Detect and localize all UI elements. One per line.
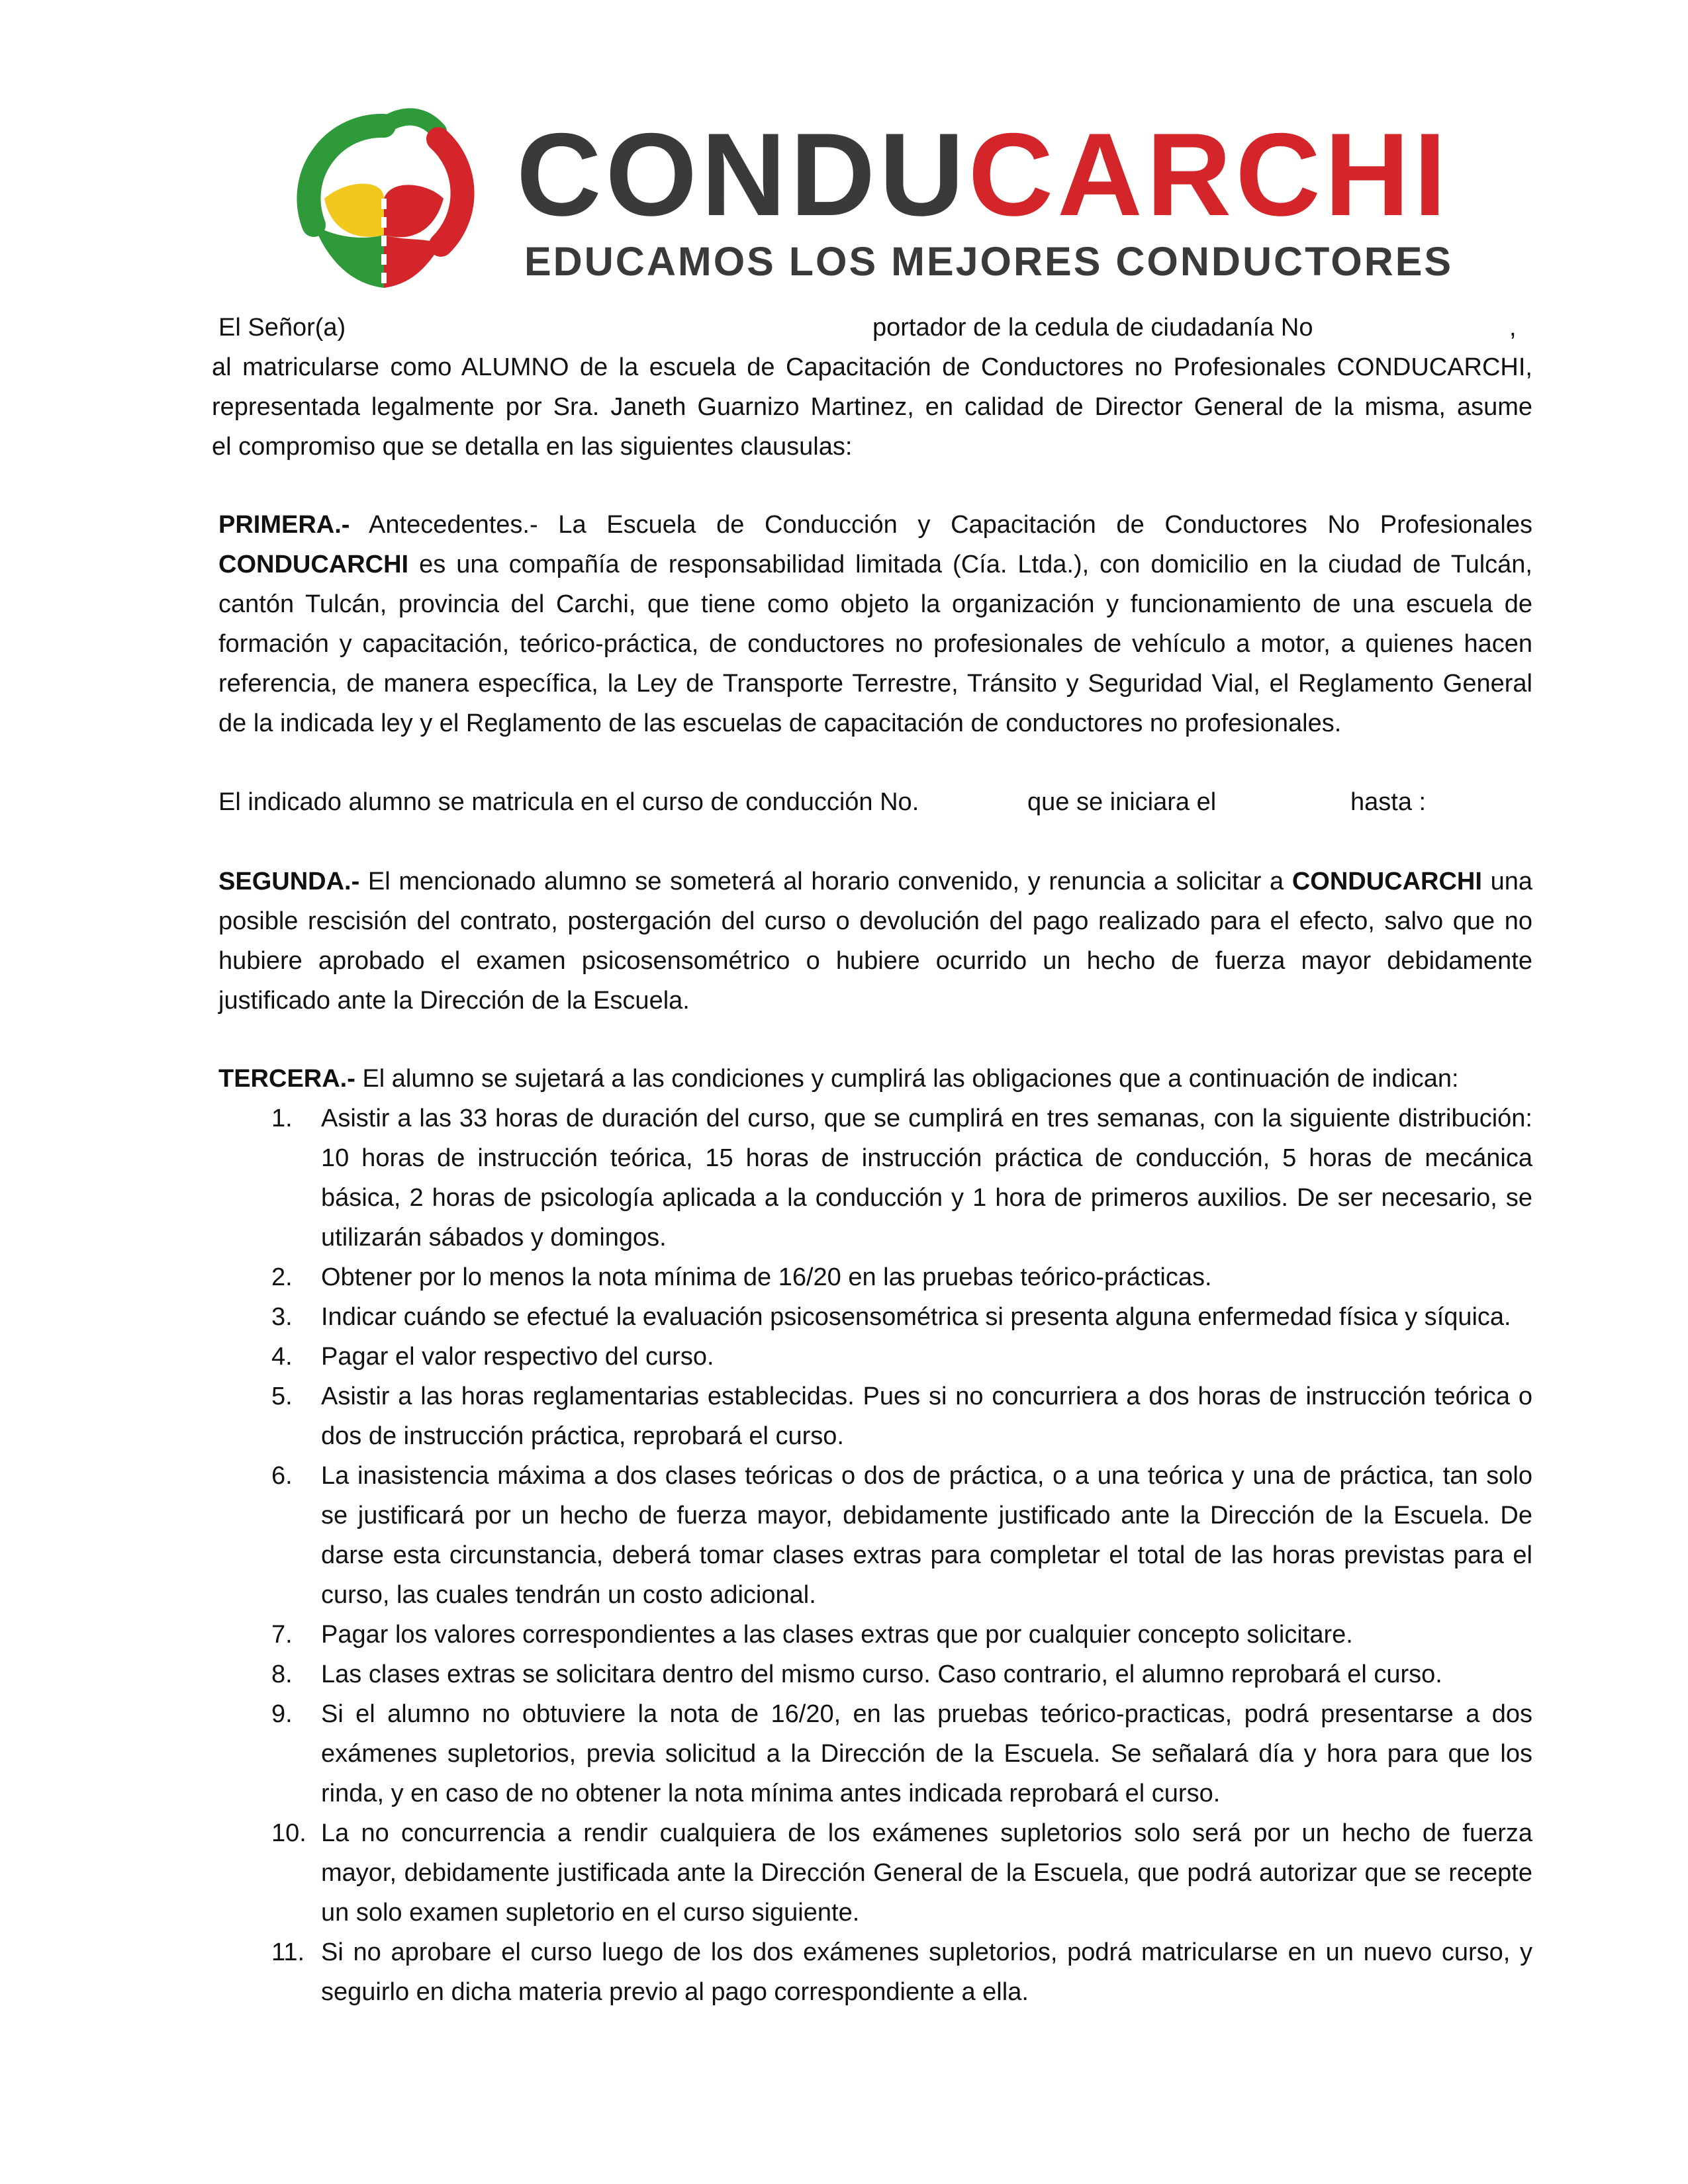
list-item-text: Indicar cuándo se efectué la evaluación psicosensométrica si presenta alguna enfermedad física y síquica. xyxy=(321,1303,1511,1331)
list-item-text: La no concurrencia a rendir cualquiera de los exámenes supletorios solo será por un hecho de fuerza mayor, debidamente justificada ante la Dirección General de la Escuela, que podrá autorizar que se recepte un solo examen supletorio en el curso siguiente. xyxy=(321,1819,1532,1927)
list-item xyxy=(218,1615,1532,1655)
list-item-text: Si el alumno no obtuviere la nota de 16/20, en las pruebas teórico-practicas, podrá presentarse a dos exámenes supletorios, previa solicitud a la Dirección de la Escuela. Se señalará día y hora para que los rinda, y en caso de no obtener la nota mínima antes indicada reprobará el curso. xyxy=(321,1700,1532,1807)
list-item-number: 9. xyxy=(271,1700,293,1728)
brand-part-2: CARCHI xyxy=(968,109,1450,240)
list-item xyxy=(218,1377,1532,1456)
course-number-label: El indicado alumno se matricula en el curso de conducción No. xyxy=(218,788,919,816)
list-item xyxy=(218,1813,1532,1933)
list-item-text: Asistir a las 33 horas de duración del curso, que se cumplirá en tres semanas, con la siguiente distribución: 10 horas de instrucción teórica, 15 horas de instrucción práctica de conducción, 5 horas de mecánica básica, 2 horas de psicología aplicada a la conducción y 1 hora de primeros auxilios. De ser necesario, se utilizarán sábados y domingos. xyxy=(321,1105,1532,1251)
list-item-number: 5. xyxy=(271,1383,293,1410)
clause-primera-label: PRIMERA.- xyxy=(218,511,350,539)
list-item-text: Pagar el valor respectivo del curso. xyxy=(321,1343,714,1371)
list-item-text: Si no aprobare el curso luego de los dos exámenes supletorios, podrá matricularse en un nuevo curso, y seguirlo en dicha materia previo al pago correspondiente a ella. xyxy=(321,1938,1532,2006)
list-item xyxy=(218,1337,1532,1377)
list-item-number: 1. xyxy=(271,1105,293,1132)
list-item-text: Las clases extras se solicitara dentro del mismo curso. Caso contrario, el alumno reprobará el curso. xyxy=(321,1661,1442,1688)
intro-line-4: el compromiso que se detalla en las siguientes clausulas: xyxy=(212,433,853,461)
clause-primera xyxy=(218,505,1532,743)
clause-segunda-label: SEGUNDA.- xyxy=(218,868,360,895)
clause-primera-text-a: Antecedentes.- La Escuela de Conducción y Capacitación de Conductores No Profesionales xyxy=(350,511,1532,539)
list-item-number: 2. xyxy=(271,1263,293,1291)
brand-slogan: EDUCAMOS LOS MEJORES CONDUCTORES xyxy=(524,239,1454,284)
course-start-label: que se iniciara el xyxy=(1027,788,1217,816)
course-end-label: hasta : xyxy=(1350,788,1427,816)
clause-tercera-label: TERCERA.- xyxy=(218,1065,355,1093)
list-item-number: 7. xyxy=(271,1621,293,1649)
list-item-text: Obtener por lo menos la nota mínima de 16/20 en las pruebas teórico-prácticas. xyxy=(321,1263,1212,1291)
list-item-number: 8. xyxy=(271,1661,293,1688)
intro-line-2: al matricularse como ALUMNO de la escuela de Capacitación de Conductores no Profesionales CONDUCARCHI, xyxy=(212,353,1532,381)
intro-comma: , xyxy=(1509,314,1517,341)
clause-segunda-text-b: una posible rescisión del contrato, postergación del curso o devolución del pago realizado para el efecto, salvo que no hubiere aprobado el examen psicosensométrico o hubiere ocurrido un hecho de fuerza mayor debidamente justificado ante la Dirección de la Escuela. xyxy=(218,868,1532,1015)
list-item xyxy=(218,1297,1532,1337)
list-item-text: Asistir a las horas reglamentarias establecidas. Pues si no concurriera a dos horas de instrucción teórica o dos de instrucción práctica, reprobará el curso. xyxy=(321,1383,1532,1450)
list-item xyxy=(218,1933,1532,2012)
list-item-number: 3. xyxy=(271,1303,293,1331)
obligations-list xyxy=(218,1099,1532,2012)
conducarchi-logo xyxy=(285,99,1454,298)
clause-segunda xyxy=(218,862,1532,1021)
brand-wordmark xyxy=(516,109,1450,240)
clause-segunda-text-a: El mencionado alumno se someterá al horario convenido, y renuncia a solicitar a xyxy=(359,868,1292,895)
clause-tercera xyxy=(218,1059,1532,1099)
intro-line-3: representada legalmente por Sra. Janeth Guarnizo Martinez, en calidad de Director General de la misma, asume xyxy=(212,393,1532,421)
intro-senor-label: El Señor(a) xyxy=(218,314,346,341)
list-item-number: 11. xyxy=(271,1938,305,1966)
steering-wheel-road-icon xyxy=(285,99,483,298)
brand-part-1: CONDU xyxy=(516,109,968,240)
intro-portador-label: portador de la cedula de ciudadanía No xyxy=(872,314,1313,341)
list-item-text: La inasistencia máxima a dos clases teóricas o dos de práctica, o a una teórica y una de práctica, tan solo se justificará por un hecho de fuerza mayor, debidamente justificado ante la Dirección de la Escuela. De darse esta circunstancia, deberá tomar clases extras para completar el total de las horas previstas para el curso, las cuales tendrán un costo adicional. xyxy=(321,1462,1532,1609)
list-item xyxy=(218,1655,1532,1694)
list-item-number: 6. xyxy=(271,1462,293,1490)
list-item xyxy=(218,1694,1532,1813)
clause-segunda-brand: CONDUCARCHI xyxy=(1291,868,1482,895)
list-item xyxy=(218,1257,1532,1297)
list-item xyxy=(218,1099,1532,1257)
clause-primera-text-b: es una compañía de responsabilidad limitada (Cía. Ltda.), con domicilio en la ciudad de Tulcán, cantón Tulcán, provincia del Carchi, que tiene como objeto la organización y funcionamiento de una escuela de formación y capacitación, teórico-práctica, de conductores no profesionales de vehículo a motor, a quienes hacen referencia, de manera específica, la Ley de Transporte Terrestre, Tránsito y Seguridad Vial, el Reglamento General de la indicada ley y el Reglamento de las escuelas de capacitación de conductores no profesionales. xyxy=(218,551,1532,737)
clause-tercera-text: El alumno se sujetará a las condiciones y cumplirá las obligaciones que a continuación de indican: xyxy=(355,1065,1459,1093)
list-item xyxy=(218,1456,1532,1615)
list-item-text: Pagar los valores correspondientes a las clases extras que por cualquier concepto solicitare. xyxy=(321,1621,1353,1649)
list-item-number: 4. xyxy=(271,1343,293,1371)
clause-primera-brand: CONDUCARCHI xyxy=(218,551,409,578)
list-item-number: 10. xyxy=(271,1819,306,1847)
